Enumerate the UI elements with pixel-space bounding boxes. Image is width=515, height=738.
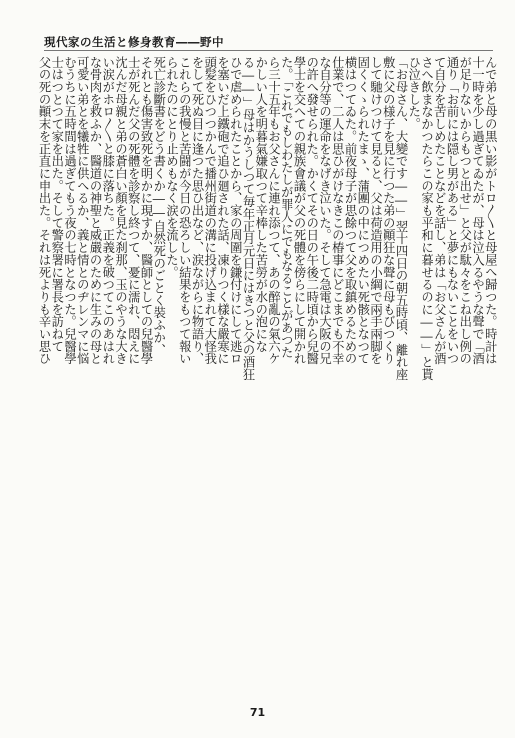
- text-column: 敷に父の様子を見に行つた弟の顚狂な聲に母もびつくり: [381, 56, 396, 365]
- running-header: 現代家の生活と修身教育――野中: [44, 35, 224, 49]
- text-column: ひで虐められたことから、家の周圍を鎌付けにして逃ロ: [228, 56, 243, 365]
- text-column: 可愛い弟とを犧牲に供へるか、義と情とのヂレンマに悩: [75, 56, 90, 365]
- text-column: 通り「お前には隠し男がある」と夢にもないことをいつ: [445, 56, 459, 365]
- page-number: 71: [249, 706, 266, 719]
- text-column: られたのにとり止めもなく涙を流した。: [164, 56, 179, 279]
- text-column: をして死ぬ目に逢つた思ひ出など、涙ながらに物語り、: [190, 56, 204, 365]
- text-column: 士が死んだ父の死體を診察し終つて、憂に濡れ、悶えに: [126, 56, 141, 365]
- text-column: 沈んだ母親と弟の蒼白い顏を見た刹那、玉のやうな大き: [113, 56, 128, 365]
- text-column: を塞いだ上鐵砲で追ひ廻された話、凍りつく樣な嚴寒に: [215, 56, 230, 365]
- text-column: な骨肉を救ふか、醫道の神聖と威嚴のために生みの母と: [88, 56, 102, 365]
- header-rule: [44, 50, 493, 51]
- text-column: 士はつとつて家を出た。そして警察署に署長を訪ねて: [49, 56, 64, 353]
- text-column: ひ泣きした。: [406, 56, 421, 131]
- text-column: 固くくゝられたまゝ、蒲團の中につめたい死骸となつて: [355, 56, 370, 365]
- text-column: て自分を苦しめたことなどを話し、弟は「お父さんが酒: [432, 56, 447, 365]
- text-column: 父の死の顚末を正直に申出た。それは死よりも辛い思ひ: [37, 56, 51, 365]
- text-column: これらの我慢と苦闘が今日の恐ろしい結果をもつて報い: [177, 56, 192, 365]
- text-column: それとも傷害致死を明かに現すか、醫師としての兒醫學: [139, 56, 153, 365]
- text-column: 頭髪をひつつかんで播州街道の溝に投げ込まれて大怪我: [202, 56, 217, 365]
- text-column: んで弟と母の黒い影がトロ〳〵と母屋へ歸つた。時計は: [483, 56, 498, 365]
- text-column: ら三十五年もお父さんに連れ添つて、あの醉亂の氣六ケ: [266, 56, 281, 365]
- text-column: 横はつてゐた。前夜母子が思餘つて父を取鎮めるための: [343, 56, 357, 365]
- text-column: る――」母はかうしつて毎年正月元日にはきつと父の酒狂: [241, 56, 255, 381]
- text-column: して馳けつけて見ると、父は荷造用の小綱で兩手兩脚を: [368, 56, 383, 365]
- text-column: 仕業で、二人は思ひがけなきこの椿事にどこまでも不幸: [330, 56, 345, 365]
- text-column: かしい人を明暮氣嫌取つて辛棒した苦勞が水の泡にな: [253, 56, 268, 353]
- text-column: い涙がホロ〳〵と膝に落ちた。正義を破つてこのあはれ: [100, 56, 115, 365]
- text-column: た。「これでもしわたしが罪人にでもなることがあつた: [279, 56, 294, 359]
- text-column: 十一時を少し過ぎてゐたが、母は泣入るやうな聲で「酒: [470, 56, 485, 365]
- text-column: 死亡診斷書をどう書くか――自然死のごとく裝ふか、: [151, 56, 166, 356]
- text-column: 「お母さん、大變です――」翌十四日の朝五時頃、離れ座: [394, 56, 408, 381]
- text-column: 學士を交へての親族會議が父の死體を傍らにして開かれ: [292, 56, 306, 365]
- text-column: な自分等の運命をなげき泣いた。そして急電は大阪の兄: [317, 56, 332, 365]
- text-column: むうちに五時間は過ぎてもう夜の七時となつた。兒醫學: [62, 56, 77, 365]
- text-column: が足りないからもつと出せ」と父が駄々をこね出し例の: [457, 56, 472, 365]
- text-column: さへ飲まなかつたらこの家も平和に暮せるのに――」と貰: [419, 56, 434, 381]
- text-column: の許へ發せられた。かくてその日の午後二時頃から兒醫: [304, 56, 319, 365]
